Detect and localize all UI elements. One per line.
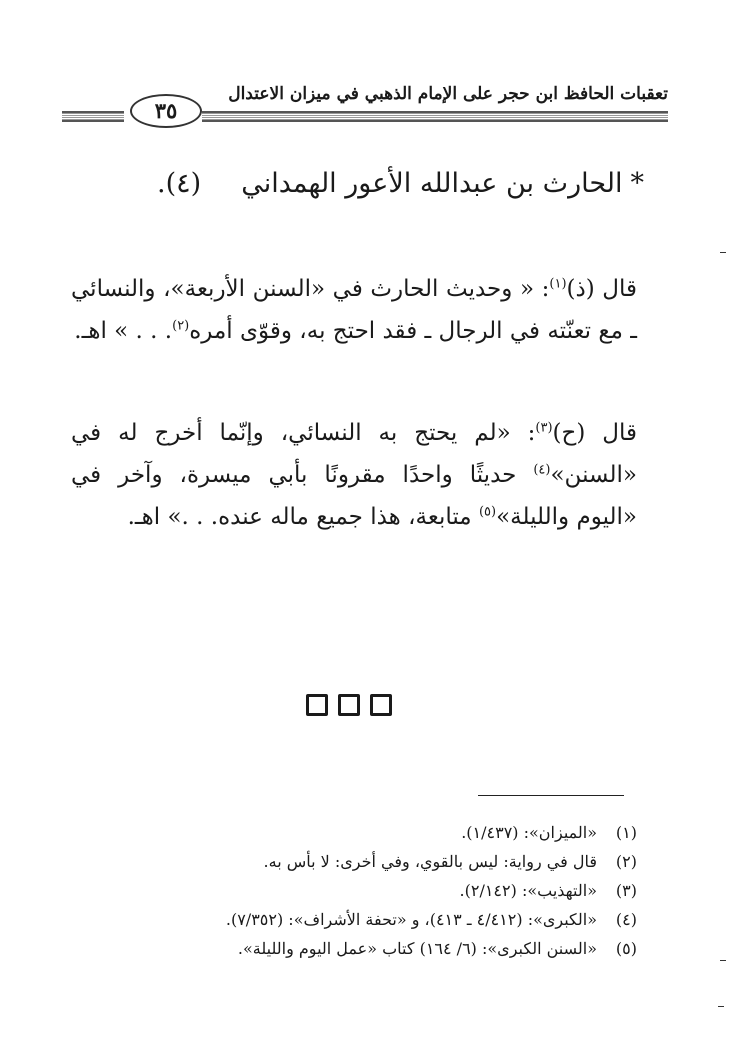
running-title: تعقبات الحافظ ابن حجر على الإمام الذهبي في ميزان الاعتدال <box>228 84 668 104</box>
para2-part-d: متابعة، هذا جميع ماله عنده. . .» اهـ. <box>127 504 479 530</box>
para1-part-b: : « وحديث الحارث في «السنن الأربعة»، والنسائي ـ مع تعنّته في الرجال ـ فقد احتج به، وقوّى أمره <box>71 276 637 344</box>
square-ornament-icon <box>306 694 328 716</box>
para2-part-b: : «لم يحتج به النسائي، وإنّما أخرج له في «السنن» <box>71 420 637 488</box>
para1-part-c: . . . » اهـ. <box>74 318 173 344</box>
footnote-number: (٣) <box>615 881 637 900</box>
entry-footnote-ref: (٤). <box>157 168 202 199</box>
footnote-number: (٥) <box>615 939 637 958</box>
page-header <box>62 78 668 128</box>
square-ornament-icon <box>370 694 392 716</box>
footnote-number: (٤) <box>615 910 637 929</box>
footnote-item <box>67 818 637 847</box>
entry-heading <box>84 168 644 199</box>
scan-edge-mark <box>718 1006 724 1007</box>
page-number: ٣٥ <box>130 94 202 128</box>
footnote-separator <box>478 795 624 796</box>
footnote-ref-3: (٣) <box>535 420 553 436</box>
header-rule <box>202 111 668 122</box>
square-ornament-icon <box>338 694 360 716</box>
footnote-item <box>67 847 637 876</box>
footnote-ref-5: (٥) <box>478 504 497 520</box>
footnote-number: (١) <box>615 823 637 842</box>
footnote-text: «الميزان»: (١/٤٣٧). <box>461 823 597 842</box>
footnote-text: «الكبرى»: (٤/٤١٢ ـ ٤١٣)، و «تحفة الأشراف»: (٧/٣٥٢). <box>225 910 597 929</box>
ibn-hajar-quote-paragraph <box>71 412 637 538</box>
scan-edge-mark <box>720 252 726 253</box>
footnote-item <box>67 934 637 963</box>
scan-edge-mark <box>720 960 726 961</box>
section-end-ornament <box>306 694 392 716</box>
footnotes-list <box>67 818 637 963</box>
footnote-number: (٢) <box>615 852 637 871</box>
footnote-item <box>67 905 637 934</box>
footnote-ref-4: (٤) <box>533 462 551 478</box>
para2-part-c: حديثًا واحدًا مقرونًا بأبي ميسرة، وآخر في «اليوم والليلة» <box>71 462 637 530</box>
footnote-text: قال في رواية: ليس بالقوي، وفي أخرى: لا بأس به. <box>263 852 597 871</box>
para1-part-a: قال (ذ) <box>566 276 637 302</box>
footnote-ref-1: (١) <box>549 276 567 292</box>
footnote-text: «التهذيب»: (٢/١٤٢). <box>459 881 597 900</box>
para2-part-a: قال (ح) <box>552 420 637 446</box>
footnote-text: «السنن الكبرى»: (٦/ ١٦٤) كتاب «عمل اليوم والليلة». <box>237 939 597 958</box>
entry-title: الحارث بن عبدالله الأعور الهمداني <box>241 168 623 199</box>
header-rule-left <box>62 111 124 122</box>
footnote-item <box>67 876 637 905</box>
dhahabi-quote-paragraph <box>71 268 637 352</box>
asterisk-icon: * <box>630 168 644 199</box>
footnote-ref-2: (٢) <box>172 318 190 334</box>
